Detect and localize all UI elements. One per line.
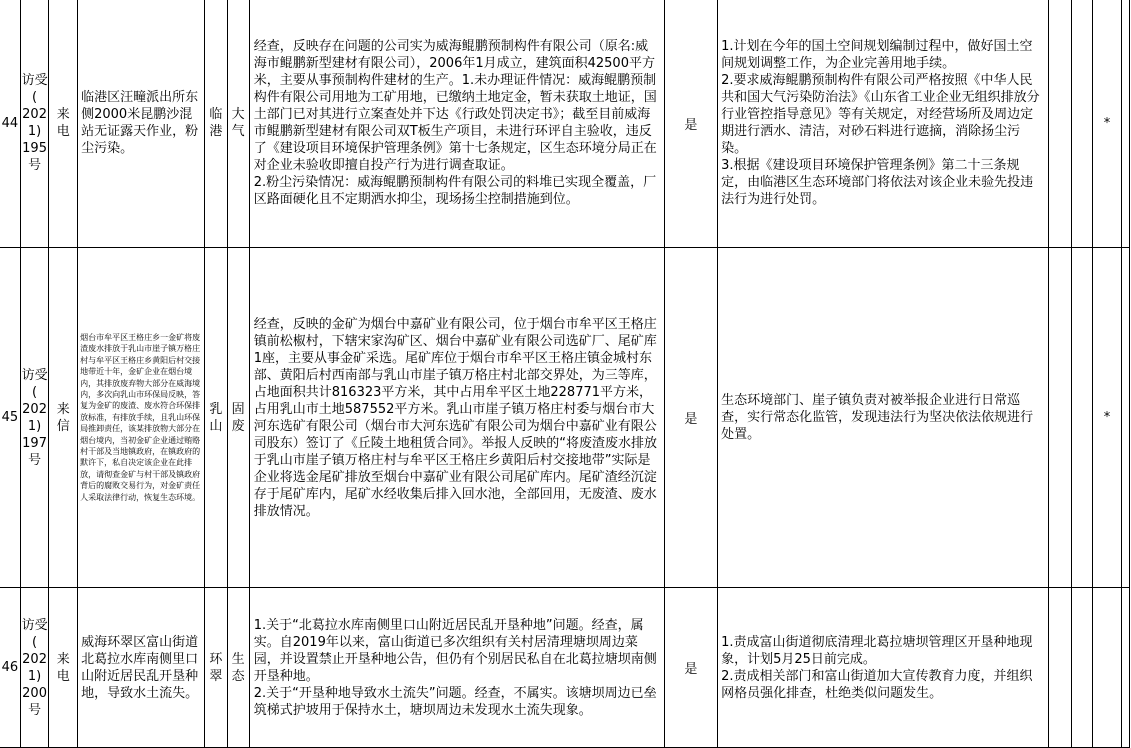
mark-cell [1093, 588, 1121, 748]
empty-cell [1121, 588, 1129, 748]
complaint-content: 烟台市牟平区王格庄乡一金矿将废渣废水排放于乳山市崖子镇万格庄村与牟平区王格庄乡黄阳后村交接地带近十年，金矿企业在烟台境内，其排放废弃物大部分在威海境内，多次向乳山市环保局反映，答复为金矿的废渣、废水符合环保排放标准，有排放手续，且乳山环保局推卸责任，该某排放物大部分在烟台境内，当初金矿企业通过贿赂村干部及当地镇政府，在镇政府的默许下，私自决定该企业在此排放，请彻查金矿与村干部及镇政府背后的腐败交易行为，对金矿责任人采取法律行动，恢复生态环境。 [78, 248, 205, 588]
case-id: 访受 ( 202 1) 197 号 [20, 248, 49, 588]
pollution-category: 大 气 [227, 0, 249, 248]
pollution-category: 生 态 [227, 588, 249, 748]
mark-cell: * [1093, 0, 1121, 248]
investigation-finding: 经查，反映存在问题的公司实为威海鲲鹏预制构件有限公司（原名:威海市鲲鹏新型建材有限公司），2006年1月成立，建筑面积42500平方米，主要从事预制构件建材的生产。1.未办理证件情况：威海鲲鹏预制构件有限公司用地为工矿用地，已缴纳土地定金，暂未获取土地证，国土部门已对其进行立案查处并下达《行政处罚决定书》；截至目前威海市鲲鹏新型建材有限公司双T板生产项目，未进行环评自主验收，违反了《建设项目环境保护管理条例》第十七条规定，区生态环境分局正在对企业未验收即擅自投产行为进行调查取证。 2.粉尘污染情况：威海鲲鹏预制构件有限公司的料堆已实现全覆盖，厂区路面硬化且不定期洒水抑尘，现场扬尘控制措施到位。 [249, 0, 664, 248]
empty-cell [1072, 0, 1093, 248]
mark-cell: * [1093, 248, 1121, 588]
handling-measures: 1.计划在今年的国土空间规划编制过程中，做好国土空间规划调整工作，为企业完善用地手续。 2.要求威海鲲鹏预制构件有限公司严格按照《中华人民共和国大气污染防治法》《山东省工业企业无组织排放分行业管控指导意见》等有关规定，对经营场所及周边定期进行洒水、清洁，对砂石料进行遮摘，消除扬尘污染。 3.根据《建设项目环境保护管理条例》第二十三条规定，由临港区生态环境部门将依法对该企业未验先投违法行为进行处罚。 [718, 0, 1049, 248]
verified-flag: 是 [664, 248, 717, 588]
handling-measures: 1.责成富山街道彻底清理北葛拉塘坝管理区开垦种地现象，计划5月25日前完成。 2.责成相关部门和富山街道加大宣传教育力度，并组织网格员强化排查，杜绝类似问题发生。 [718, 588, 1049, 748]
table-row [0, 0, 1130, 248]
source-type: 来 电 [49, 588, 78, 748]
row-number: 45 [0, 248, 20, 588]
district: 临 港 [205, 0, 227, 248]
verified-flag: 是 [664, 588, 717, 748]
empty-cell [1072, 588, 1093, 748]
complaint-content: 威海环翠区富山街道北葛拉水库南侧里口山附近居民乱开垦种地，导致水土流失。 [78, 588, 205, 748]
handling-measures: 生态环境部门、崖子镇负责对被举报企业进行日常巡查，实行常态化监管，发现违法行为坚决依法依规进行处置。 [718, 248, 1049, 588]
row-number: 46 [0, 588, 20, 748]
case-id: 访受 ( 202 1) 195 号 [20, 0, 49, 248]
case-id: 访受 ( 202 1) 200 号 [20, 588, 49, 748]
district: 乳 山 [205, 248, 227, 588]
empty-cell [1049, 0, 1072, 248]
source-type: 来 电 [49, 0, 78, 248]
table-row [0, 248, 1130, 588]
pollution-category: 固 废 [227, 248, 249, 588]
investigation-finding: 经查，反映的金矿为烟台中嘉矿业有限公司，位于烟台市牟平区王格庄镇前松椒村，下辖宋家沟矿区、烟台中嘉矿业有限公司选矿厂、尾矿库1座，主要从事金矿采选。尾矿库位于烟台市牟平区王格庄镇金城村东部、黄阳后村西南部与乳山市崖子镇万格庄村北部交界处，为三等库，占地面积共计816323平方米，其中占用牟平区土地228771平方米，占用乳山市土地587552平方米。乳山市崖子镇万格庄村委与烟台市大河东选矿有限公司（烟台市大河东选矿有限公司为烟台中嘉矿业有限公司股东）签订了《丘陵土地租赁合同》。举报人反映的“将废渣废水排放于乳山市崖子镇万格庄村与牟平区王格庄乡黄阳后村交接地带”实际是企业将选金尾矿排放至烟台中嘉矿业有限公司尾矿库内。尾矿渣经沉淀存于尾矿库内，尾矿水经收集后排入回水池，全部回用，无废渣、废水排放情况。 [249, 248, 664, 588]
district: 环 翠 [205, 588, 227, 748]
row-number: 44 [0, 0, 20, 248]
empty-cell [1121, 248, 1129, 588]
table-row [0, 588, 1130, 748]
empty-cell [1049, 248, 1072, 588]
verified-flag: 是 [664, 0, 717, 248]
empty-cell [1049, 588, 1072, 748]
empty-cell [1072, 248, 1093, 588]
source-type: 来 信 [49, 248, 78, 588]
empty-cell [1121, 0, 1129, 248]
complaint-content: 临港区汪疃派出所东侧2000米昆鹏沙混站无证露天作业，粉尘污染。 [78, 0, 205, 248]
investigation-finding: 1.关于“北葛拉水库南侧里口山附近居民乱开垦种地”问题。经查，属实。自2019年以来，富山街道已多次组织有关村居清理塘坝周边菜园，并设置禁止开垦种地公告，但仍有个别居民私自在北葛拉塘坝南侧开垦种地。 2.关于“开垦种地导致水土流失”问题。经查，不属实。该塘坝周边已垒筑梯式护坡用于保持水土，塘坝周边未发现水土流失现象。 [249, 588, 664, 748]
